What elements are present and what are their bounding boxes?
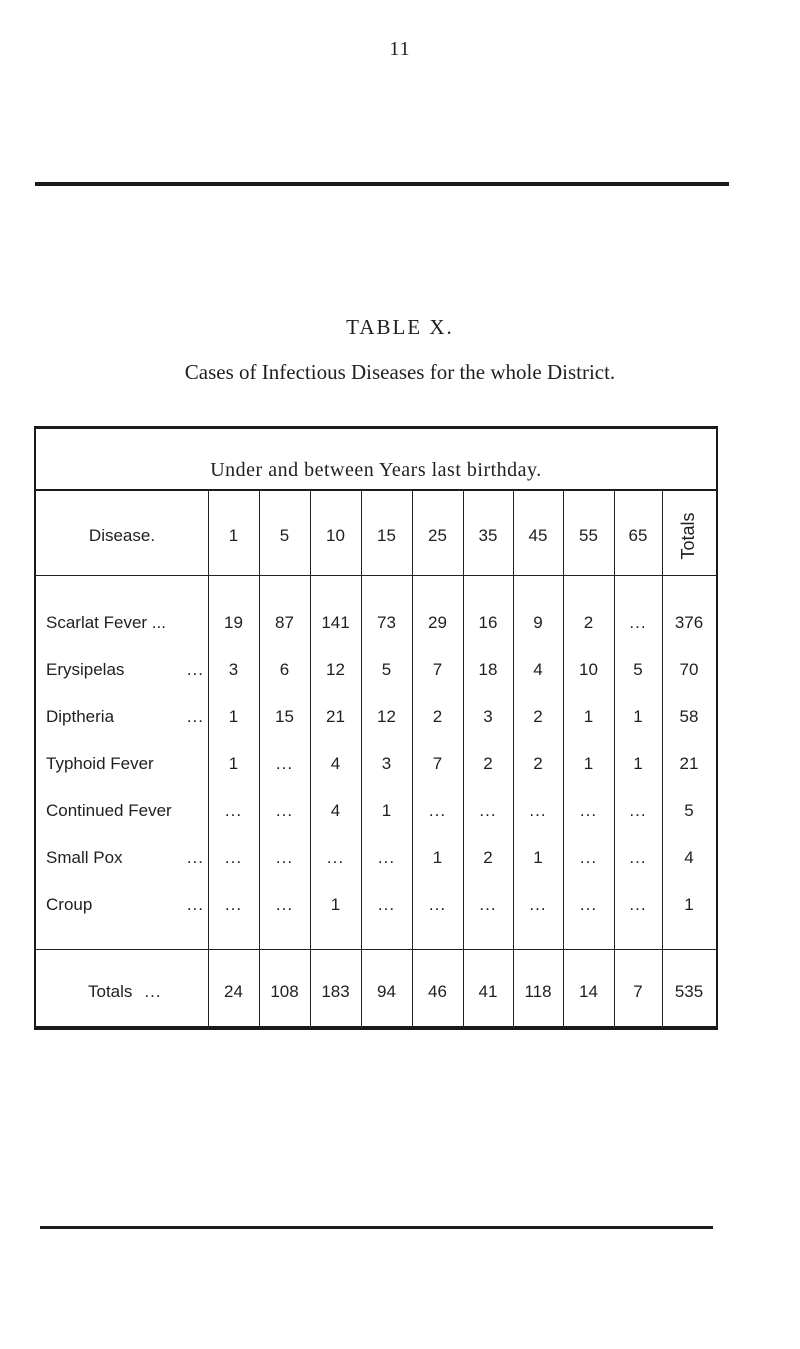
bottom-rule — [40, 1226, 713, 1229]
case-count-cell: ... — [579, 895, 598, 914]
case-count-cell: 1 — [381, 801, 392, 820]
leader-dots: ... — [186, 660, 204, 679]
disease-label — [46, 796, 206, 826]
case-count-cell: 141 — [321, 613, 350, 632]
case-count-cell: ... — [428, 895, 447, 914]
row-total-cell: 21 — [679, 754, 699, 773]
header-age: 65 — [628, 526, 648, 545]
disease-name: Continued Fever — [46, 801, 172, 820]
header-disease: Disease. — [88, 526, 156, 545]
case-count-cell: 1 — [432, 848, 443, 867]
totals-label — [88, 977, 162, 1007]
case-count-cell: 3 — [228, 660, 239, 679]
case-count-cell: 108 — [270, 982, 299, 1001]
case-count-cell: ... — [275, 801, 294, 820]
case-count-cell: 41 — [478, 982, 498, 1001]
header-age: 55 — [579, 526, 598, 545]
case-count-cell: 16 — [478, 613, 498, 632]
case-count-cell: 18 — [478, 660, 498, 679]
case-count-cell: 2 — [533, 754, 543, 773]
row-total-cell: 1 — [684, 895, 694, 914]
case-count-cell: 15 — [275, 707, 294, 726]
case-count-cell: 9 — [533, 613, 543, 632]
case-count-cell: 7 — [633, 982, 643, 1001]
case-count-cell: ... — [377, 848, 396, 867]
case-count-cell: 6 — [279, 660, 290, 679]
header-age: 35 — [478, 526, 498, 545]
case-count-cell: 2 — [533, 707, 543, 726]
case-count-cell: 1 — [633, 707, 643, 726]
leader-dots: ... — [186, 848, 204, 867]
header-age: 10 — [326, 526, 345, 545]
header-age: 45 — [528, 526, 548, 545]
case-count-cell: ... — [629, 848, 647, 867]
case-count-cell: ... — [579, 848, 598, 867]
case-count-cell: ... — [629, 801, 647, 820]
case-count-cell: 1 — [583, 754, 594, 773]
case-count-cell: 7 — [432, 754, 443, 773]
case-count-cell: 1 — [228, 707, 239, 726]
case-count-cell: 118 — [524, 982, 552, 1001]
row-total-cell: 58 — [679, 707, 699, 726]
case-count-cell: ... — [629, 895, 647, 914]
row-total-cell: 376 — [674, 613, 704, 632]
case-count-cell: ... — [224, 895, 243, 914]
leader-dots: ... — [186, 895, 204, 914]
case-count-cell: ... — [224, 801, 243, 820]
row-total-cell: 535 — [674, 982, 704, 1001]
case-count-cell: 94 — [377, 982, 396, 1001]
case-count-cell: ... — [275, 848, 294, 867]
header-rule — [36, 575, 716, 576]
case-count-cell: 46 — [428, 982, 447, 1001]
case-count-cell: 10 — [579, 660, 598, 679]
case-count-cell: 12 — [326, 660, 345, 679]
case-count-cell: 2 — [483, 848, 493, 867]
case-count-cell: 21 — [326, 707, 345, 726]
case-count-cell: ... — [579, 801, 598, 820]
case-count-cell: 1 — [228, 754, 239, 773]
leader-dots: ... — [186, 707, 204, 726]
case-count-cell: 4 — [533, 660, 543, 679]
disease-name: Scarlat Fever ... — [46, 613, 166, 632]
table-title: TABLE X. — [346, 315, 454, 339]
disease-label — [46, 702, 206, 732]
row-total-cell: 4 — [684, 848, 694, 867]
totals-label-text: Totals — [88, 982, 133, 1001]
header-age: 5 — [279, 526, 290, 545]
case-count-cell: 4 — [330, 754, 341, 773]
case-count-cell: 1 — [330, 895, 341, 914]
totals-rule — [36, 949, 716, 950]
disease-label — [46, 843, 206, 873]
case-count-cell: 12 — [377, 707, 396, 726]
top-rule — [35, 182, 729, 186]
case-count-cell: 1 — [633, 754, 643, 773]
case-count-cell: ... — [377, 895, 396, 914]
disease-name: Typhoid Fever — [46, 754, 154, 773]
case-count-cell: 183 — [321, 982, 350, 1001]
case-count-cell: ... — [428, 801, 447, 820]
case-count-cell: 5 — [633, 660, 643, 679]
case-count-cell: 4 — [330, 801, 341, 820]
disease-name: Diptheria — [46, 707, 115, 726]
case-count-cell: ... — [479, 895, 497, 914]
case-count-cell: 3 — [381, 754, 392, 773]
case-count-cell: ... — [529, 895, 547, 914]
case-count-cell: 1 — [583, 707, 594, 726]
super-header: Under and between Years last birthday. — [36, 429, 716, 491]
disease-label — [46, 608, 206, 638]
case-count-cell: ... — [529, 801, 547, 820]
disease-name: Erysipelas — [46, 660, 125, 679]
case-count-cell: 73 — [377, 613, 396, 632]
table-subtitle: Cases of Infectious Diseases for the whole District. — [184, 360, 616, 384]
disease-label — [46, 749, 206, 779]
case-count-cell: ... — [275, 754, 294, 773]
row-total-cell: 5 — [684, 801, 694, 820]
page-number: 11 — [389, 38, 411, 60]
case-count-cell: 7 — [432, 660, 443, 679]
case-count-cell: ... — [275, 895, 294, 914]
leader-dots: ... — [144, 982, 162, 1001]
case-count-cell: 2 — [432, 707, 443, 726]
case-count-cell: 19 — [224, 613, 243, 632]
case-count-cell: 24 — [224, 982, 243, 1001]
row-total-cell: 70 — [679, 660, 699, 679]
disease-name: Croup — [46, 895, 93, 914]
case-count-cell: ... — [326, 848, 345, 867]
case-count-cell: ... — [224, 848, 243, 867]
case-count-cell: ... — [629, 613, 647, 632]
disease-label — [46, 655, 206, 685]
disease-label — [46, 890, 206, 920]
header-totals: Totals — [678, 512, 698, 560]
case-count-cell: 1 — [533, 848, 543, 867]
case-count-cell: 2 — [583, 613, 594, 632]
header-age: 25 — [428, 526, 447, 545]
case-count-cell: 87 — [275, 613, 294, 632]
header-age: 1 — [228, 526, 239, 545]
case-count-cell: 2 — [483, 754, 493, 773]
case-count-cell: 14 — [579, 982, 598, 1001]
case-count-cell: ... — [479, 801, 497, 820]
infectious-diseases-table — [34, 426, 718, 1030]
disease-name: Small Pox — [46, 848, 123, 867]
case-count-cell: 3 — [483, 707, 493, 726]
case-count-cell: 29 — [428, 613, 447, 632]
case-count-cell: 5 — [381, 660, 392, 679]
header-age: 15 — [377, 526, 396, 545]
